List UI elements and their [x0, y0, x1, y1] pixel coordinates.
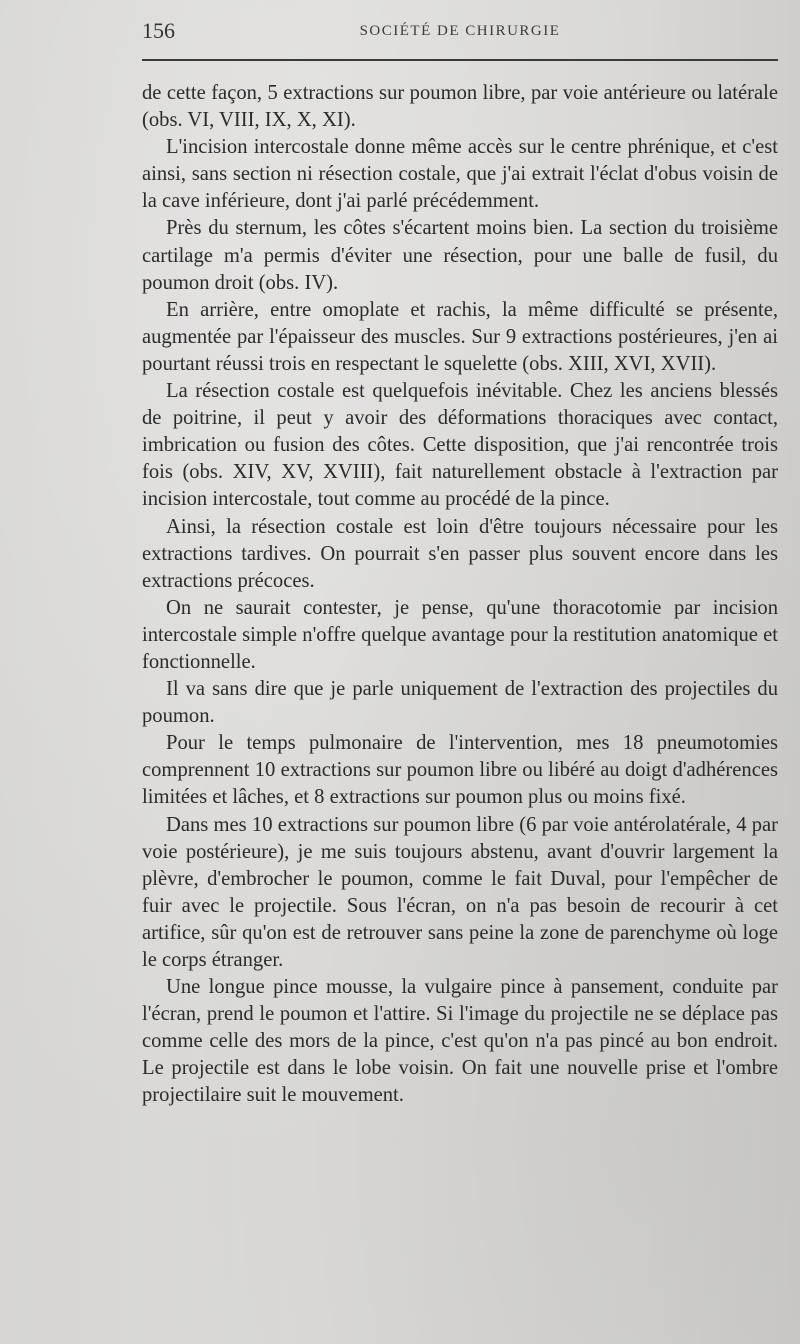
- paragraph: Ainsi, la résection costale est loin d'être toujours nécessaire pour les extractions tardives. On pourrait s'en passer plus souvent encore dans les extractions précoces.: [142, 515, 778, 592]
- paragraph: Près du sternum, les côtes s'écartent moins bien. La section du troisième cartilage m'a permis d'éviter une résection, pour une balle de fusil, du poumon droit (obs. IV).: [142, 217, 778, 294]
- page-number: 156: [142, 18, 175, 43]
- paragraph: L'incision intercostale donne même accès sur le centre phrénique, et c'est ainsi, sans section ni résection costale, que j'ai extrait l'éclat d'obus voisin de la cave inférieure, dont j'ai parlé précédemment.: [142, 136, 778, 213]
- paragraph: Pour le temps pulmonaire de l'intervention, mes 18 pneumotomies comprennent 10 extractions sur poumon libre ou libéré au doigt d'adhérences limitées et lâches, et 8 extractions sur poumon plus ou moins fixé.: [142, 732, 778, 809]
- body-text: [142, 80, 778, 1110]
- paragraph: Dans mes 10 extractions sur poumon libre (6 par voie antérolatérale, 4 par voie postérieure), je me suis toujours abstenu, avant d'ouvrir largement la plèvre, d'embrocher le poumon, comme le fait Duval, pour l'empêcher de fuir avec le projectile. Sous l'écran, on n'a pas besoin de recourir à cet artifice, sûr qu'on est de retrouver sans peine la zone de parenchyme où loge le corps étranger.: [142, 813, 778, 971]
- header-rule: [142, 59, 778, 61]
- paragraph: La résection costale est quelquefois inévitable. Chez les anciens blessés de poitrine, il peut y avoir des déformations thoraciques avec contact, imbrication ou fusion des côtes. Cette disposition, que j'ai rencontrée trois fois (obs. XIV, XV, XVIII), fait naturellement obstacle à l'extraction par incision intercostale, tout comme au procédé de la pince.: [142, 380, 778, 511]
- running-head: SOCIÉTÉ DE CHIRURGIE: [359, 23, 561, 39]
- page-header: [142, 14, 778, 48]
- paragraph: En arrière, entre omoplate et rachis, la même difficulté se présente, augmentée par l'épaisseur des muscles. Sur 9 extractions postérieures, j'en ai pourtant réussi trois en respectant le squelette (obs. XIII, XVI, XVII).: [142, 298, 778, 375]
- paragraph: On ne saurait contester, je pense, qu'une thoracotomie par incision intercostale simple n'offre quelque avantage pour la restitution anatomique et fonctionnelle.: [142, 596, 778, 673]
- paragraph: Une longue pince mousse, la vulgaire pince à pansement, conduite par l'écran, prend le poumon et l'attire. Si l'image du projectile ne se déplace pas comme celle des mors de la pince, c'est qu'on n'a pas pincé au bon endroit. Le projectile est dans le lobe voisin. On fait une nouvelle prise et l'ombre projectilaire suit le mouvement.: [142, 976, 778, 1107]
- paragraph: de cette façon, 5 extractions sur poumon libre, par voie antérieure ou latérale (obs. VI, VIII, IX, X, XI).: [142, 82, 778, 132]
- paragraph: Il va sans dire que je parle uniquement de l'extraction des projectiles du poumon.: [142, 678, 778, 728]
